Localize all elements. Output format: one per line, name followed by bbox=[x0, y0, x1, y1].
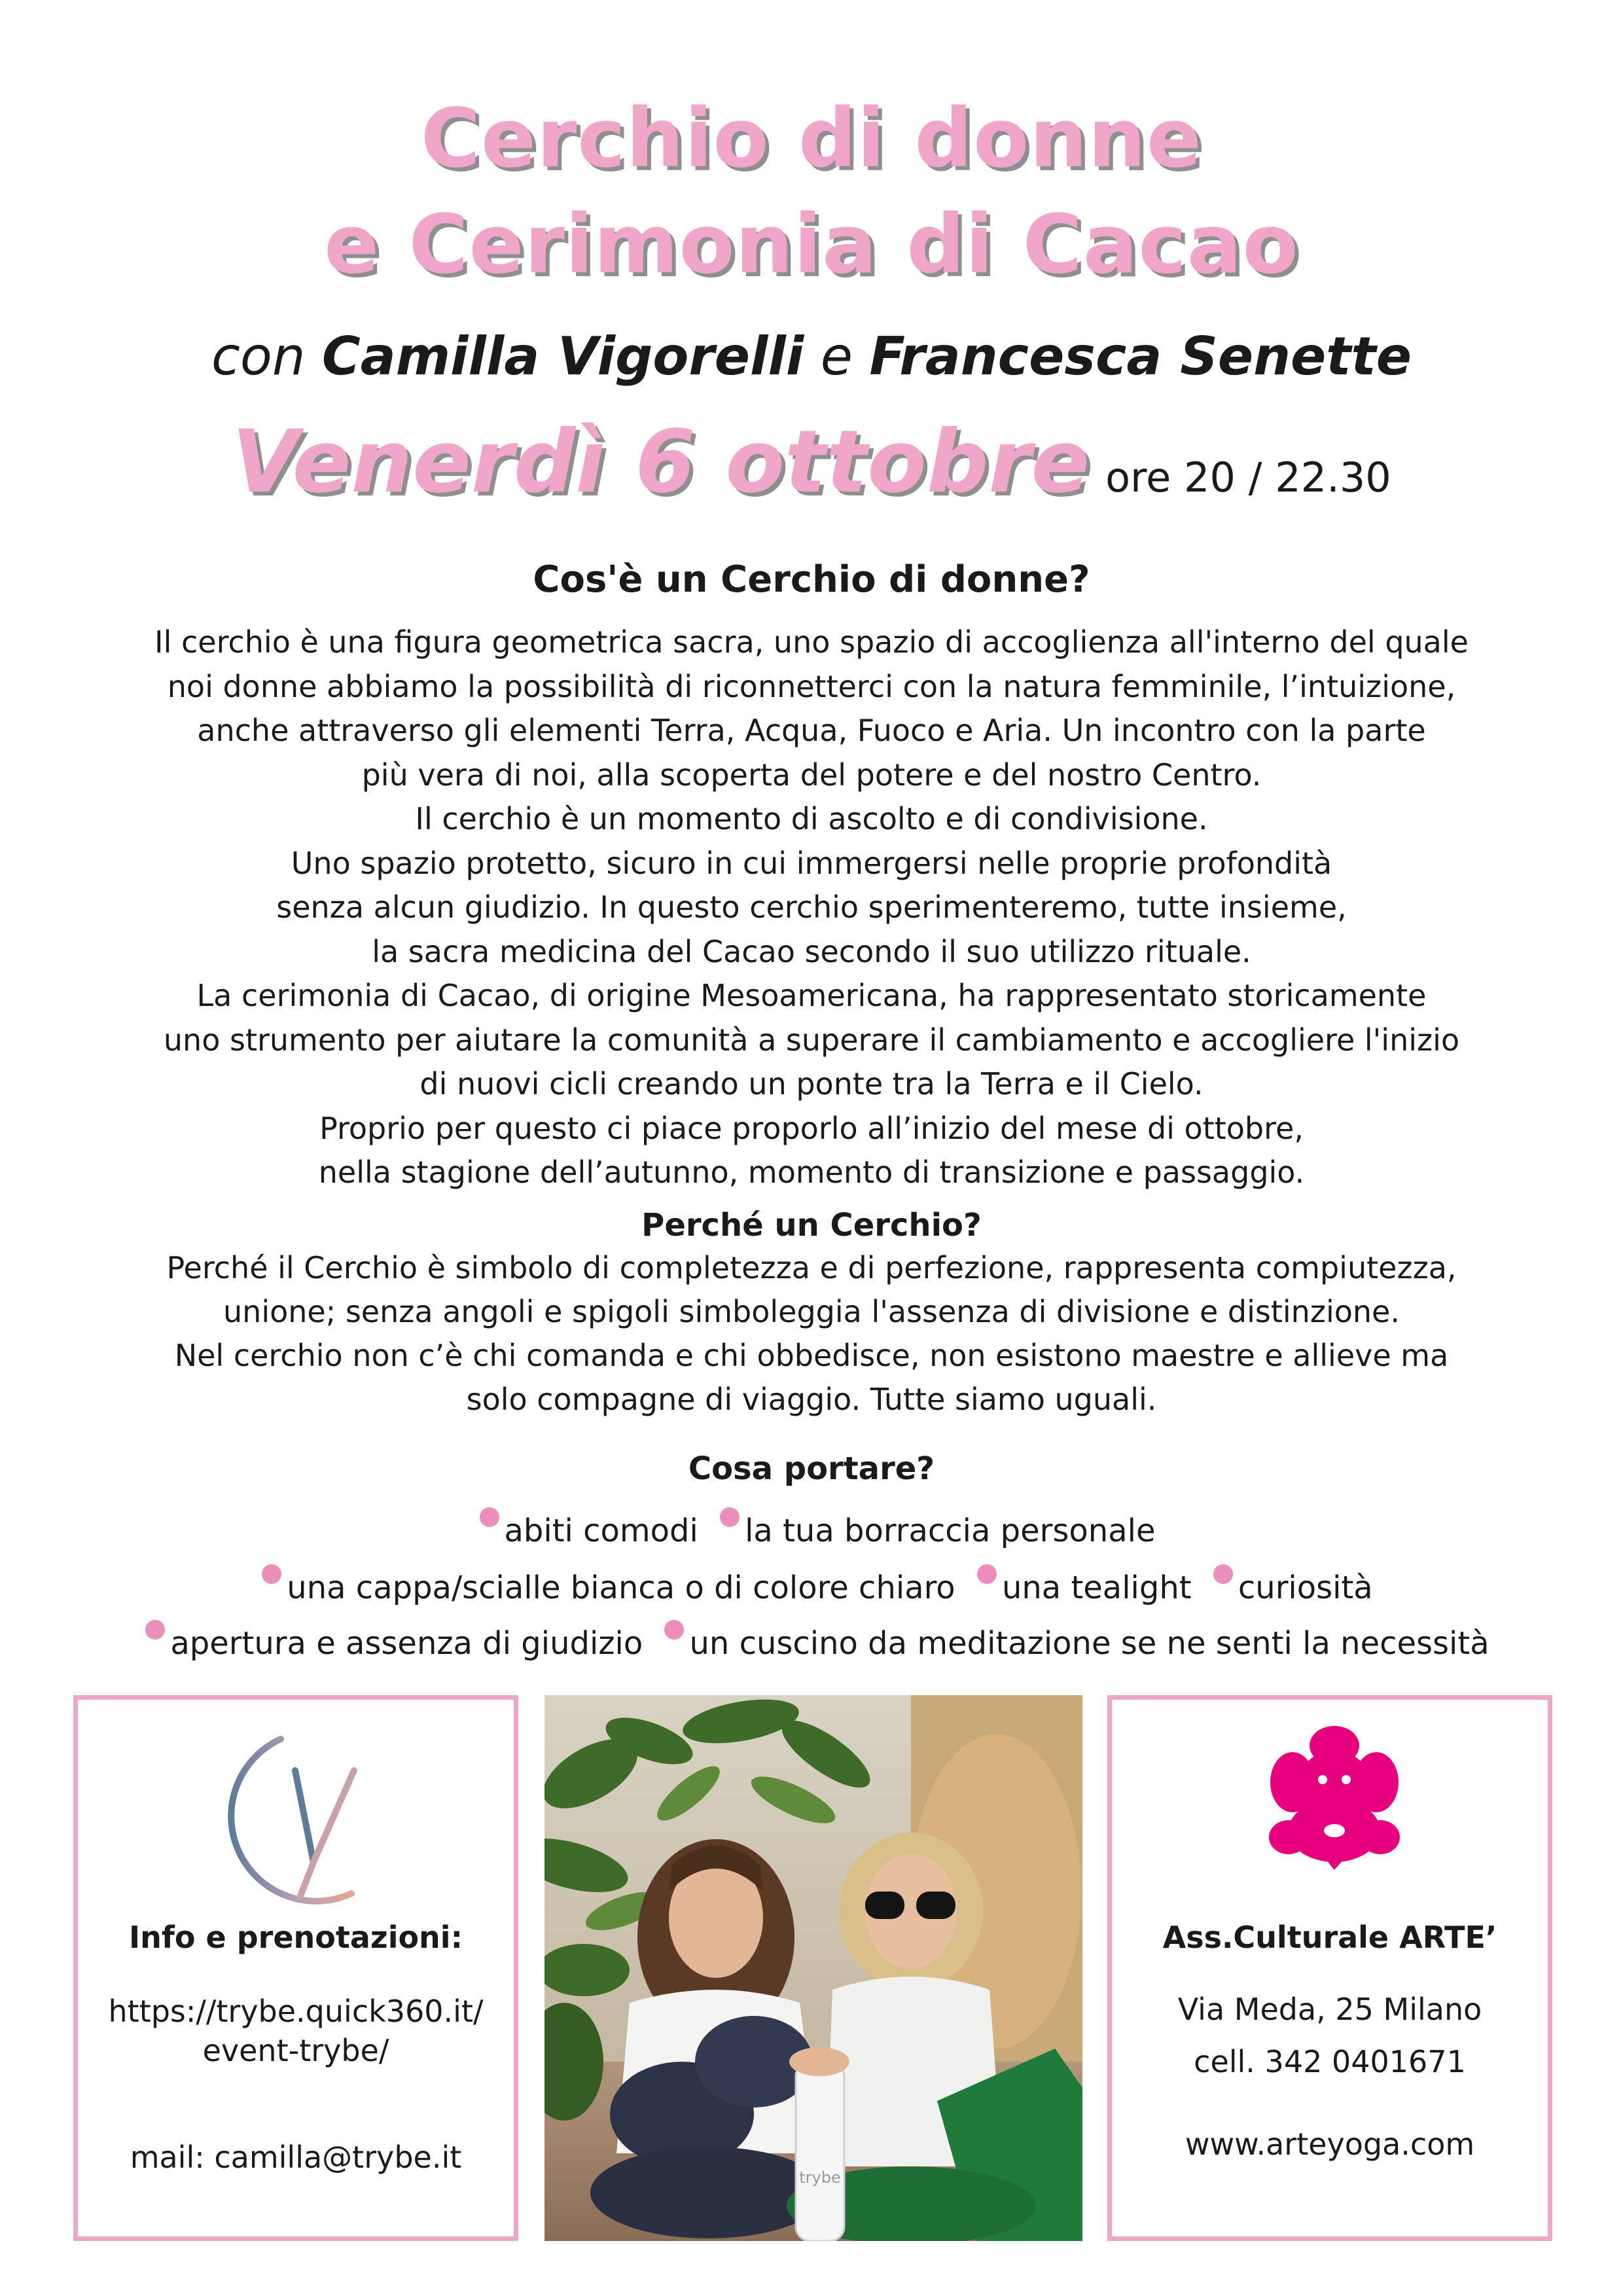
bullet-dot-icon bbox=[262, 1564, 281, 1584]
bullet-dot-icon bbox=[664, 1620, 684, 1640]
text-line: Nel cerchio non c’è chi comanda e chi obbedisce, non esistono maestre e allieve ma bbox=[174, 1338, 1449, 1373]
text-line: solo compagne di viaggio. Tutte siamo uguali. bbox=[466, 1382, 1157, 1417]
bullet-dot-icon bbox=[145, 1620, 165, 1640]
venue-website[interactable]: www.arteyoga.com bbox=[1185, 2126, 1475, 2162]
bullet-dot-icon bbox=[1213, 1564, 1233, 1584]
hosts-photo-illustration bbox=[544, 1695, 1082, 2241]
bring-row-1 bbox=[0, 1507, 1623, 1547]
event-date: Venerdì 6 ottobre bbox=[232, 412, 1090, 512]
title-line-2: e Cerimonia di Cacao bbox=[324, 198, 1299, 292]
section-1-heading: Cos'è un Cerchio di donne? bbox=[533, 558, 1090, 601]
section-3-heading: Cosa portare? bbox=[688, 1450, 935, 1487]
bring-item: una cappa/scialle bianca o di colore chiaro bbox=[287, 1570, 955, 1606]
text-line: Il cerchio è un momento di ascolto e di condivisione. bbox=[415, 801, 1208, 836]
hosts-photo bbox=[544, 1695, 1082, 2241]
text-line: più vera di noi, alla scoperta del potere e del nostro Centro. bbox=[361, 757, 1262, 793]
text-line: Perché il Cerchio è simbolo di completezza e di perfezione, rappresenta compiutezza, bbox=[166, 1250, 1457, 1285]
title-line-1: Cerchio di donne bbox=[421, 92, 1202, 186]
text-line: Il cerchio è una figura geometrica sacra, uno spazio di accoglienza all'interno del quale bbox=[154, 624, 1469, 660]
bottle-brand-text: trybe bbox=[799, 2168, 841, 2187]
section-2-text bbox=[52, 1246, 1571, 1422]
venue-address: Via Meda, 25 Milano bbox=[1177, 1992, 1482, 2027]
with-prefix: con bbox=[211, 326, 306, 387]
and-word: e bbox=[820, 326, 853, 387]
bring-row-3 bbox=[0, 1620, 1623, 1662]
text-line: noi donne abbiamo la possibilità di riconnetterci con la natura femminile, l’intuizione, bbox=[167, 668, 1456, 704]
date-line bbox=[0, 412, 1623, 512]
text-line: uno strumento per aiutare la comunità a superare il cambiamento e accogliere l'inizio bbox=[163, 1022, 1460, 1058]
text-line: Proprio per questo ci piace proporlo all’inizio del mese di ottobre, bbox=[319, 1110, 1304, 1146]
bring-item: la tua borraccia personale bbox=[745, 1513, 1156, 1549]
booking-url-line-2[interactable]: event-trybe/ bbox=[202, 2033, 389, 2068]
text-line: Uno spazio protetto, sicuro in cui immergersi nelle proprie profondità bbox=[291, 845, 1332, 881]
bring-item: apertura e assenza di giudizio bbox=[170, 1625, 643, 1662]
text-line: unione; senza angoli e spigoli simboleggia l'assenza di divisione e distinzione. bbox=[223, 1294, 1400, 1329]
text-line: La cerimonia di Cacao, di origine Mesoamericana, ha rappresentato storicamente bbox=[196, 978, 1427, 1013]
host-1-name: Camilla Vigorelli bbox=[322, 326, 804, 387]
contact-mail[interactable]: mail: camilla@trybe.it bbox=[130, 2140, 462, 2175]
text-line: di nuovi cicli creando un ponte tra la Terra e il Cielo. bbox=[419, 1066, 1204, 1102]
text-line: la sacra medicina del Cacao secondo il suo utilizzo rituale. bbox=[372, 933, 1251, 969]
host-2-name: Francesca Senette bbox=[869, 326, 1412, 387]
section-2-heading: Perché un Cerchio? bbox=[641, 1207, 982, 1244]
bullet-dot-icon bbox=[720, 1507, 740, 1527]
trybe-y-logo-icon bbox=[202, 1725, 399, 1921]
bring-item: un cuscino da meditazione se ne senti la necessità bbox=[689, 1625, 1489, 1662]
event-time: ore 20 / 22.30 bbox=[1105, 454, 1391, 501]
text-line: senza alcun giudizio. In questo cerchio sperimenteremo, tutte insieme, bbox=[276, 889, 1347, 925]
info-box bbox=[73, 1695, 518, 2241]
text-line: anche attraverso gli elementi Terra, Acqua, Fuoco e Aria. Un incontro con la parte bbox=[197, 713, 1426, 748]
text-line: nella stagione dell’autunno, momento di transizione e passaggio. bbox=[318, 1155, 1305, 1190]
bring-item: abiti comodi bbox=[504, 1513, 698, 1549]
section-1-text bbox=[52, 620, 1571, 1195]
hosts-line bbox=[0, 326, 1623, 387]
venue-name: Ass.Culturale ARTE’ bbox=[1162, 1920, 1497, 1955]
venue-box bbox=[1107, 1695, 1552, 2241]
ganesha-logo-icon bbox=[1262, 1719, 1406, 1876]
bullet-dot-icon bbox=[977, 1564, 997, 1584]
venue-phone[interactable]: cell. 342 0401671 bbox=[1194, 2044, 1466, 2079]
bring-item: una tealight bbox=[1001, 1570, 1192, 1606]
info-heading: Info e prenotazioni: bbox=[129, 1920, 463, 1955]
bring-item: curiosità bbox=[1238, 1570, 1373, 1606]
booking-url-line-1[interactable]: https://trybe.quick360.it/ bbox=[108, 1994, 484, 2029]
bring-row-2 bbox=[0, 1564, 1623, 1604]
bullet-dot-icon bbox=[480, 1507, 499, 1527]
booking-url[interactable] bbox=[78, 1992, 514, 2070]
